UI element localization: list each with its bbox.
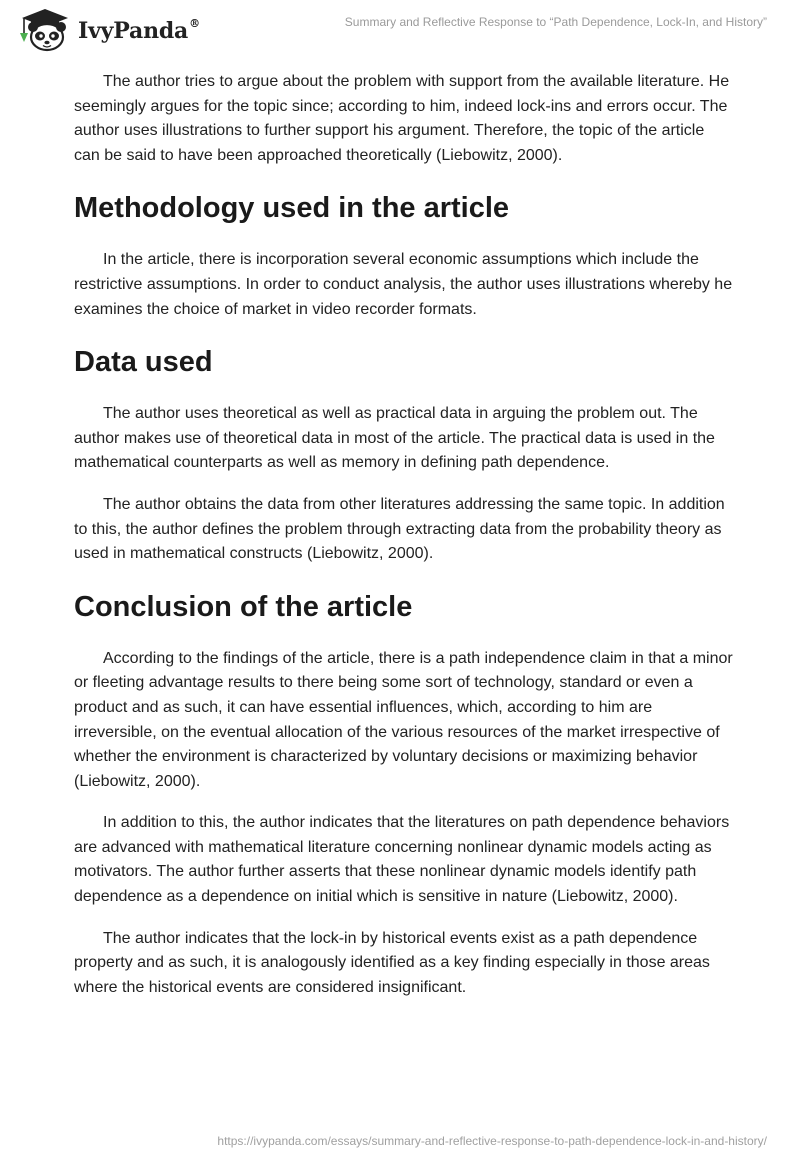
section-heading-methodology: Methodology used in the article <box>74 192 510 225</box>
ivypanda-logo[interactable] <box>14 7 200 53</box>
section-heading-conclusion: Conclusion of the article <box>74 590 413 623</box>
paragraph: The author uses theoretical as well as practical data in arguing the problem out. The author makes use of theoretical data in most of the article. The practical data is used in the mathematical counterparts as well as memory in defining path dependence. <box>74 405 715 472</box>
logo-wordmark: IvyPanda® <box>78 16 200 44</box>
paragraph: The author obtains the data from other literatures addressing the same topic. In addition to this, the author defines the problem through extracting data from the probability theory as used in mathematical constructs (Liebowitz, 2000). <box>74 495 725 563</box>
article-body <box>74 70 734 1000</box>
source-url-link[interactable]: https://ivypanda.com/essays/summary-and-reflective-response-to-path-dependence-lock-in-and-history/ <box>217 1134 767 1148</box>
section-heading-data-used: Data used <box>74 346 213 379</box>
panda-graduate-icon <box>14 7 72 53</box>
page-header <box>0 0 800 60</box>
paragraph: According to the findings of the article, there is a path independence claim in that a minor or fleeting advantage results to there being some sort of technology, standard or even a product and as such, it can have essential influences, which, according to him are irreversible, on the eventual allocation of the various resources of the market irrespective of whether the environment is characterized by voluntary decisions or maximizing behavior (Liebowitz, 2000). <box>74 649 733 790</box>
document-title: Summary and Reflective Response to “Path Dependence, Lock-In, and History” <box>344 15 767 29</box>
paragraph: In the article, there is incorporation several economic assumptions which include the restrictive assumptions. In order to conduct analysis, the author uses illustrations whereby he examines the choice of market in video recorder formats. <box>74 251 733 318</box>
paragraph: In addition to this, the author indicates that the literatures on path dependence behaviors are advanced with mathematical literature concerning nonlinear dynamic models acting as motivators. The author further asserts that these nonlinear dynamic models identify path dependence as a dependence on initial which is sensitive in nature (Liebowitz, 2000). <box>74 814 730 906</box>
intro-paragraph: The author tries to argue about the problem with support from the available literature. He seemingly argues for the topic since; according to him, indeed lock-ins and errors occur. The author uses illustrations to further support his argument. Therefore, the topic of the article can be said to have been approached theoretically (Liebowitz, 2000). <box>74 73 730 164</box>
paragraph: The author indicates that the lock-in by historical events exist as a path dependence property and as such, it is analogously identified as a key finding especially in those areas where the historical events are considered insignificant. <box>74 929 710 996</box>
